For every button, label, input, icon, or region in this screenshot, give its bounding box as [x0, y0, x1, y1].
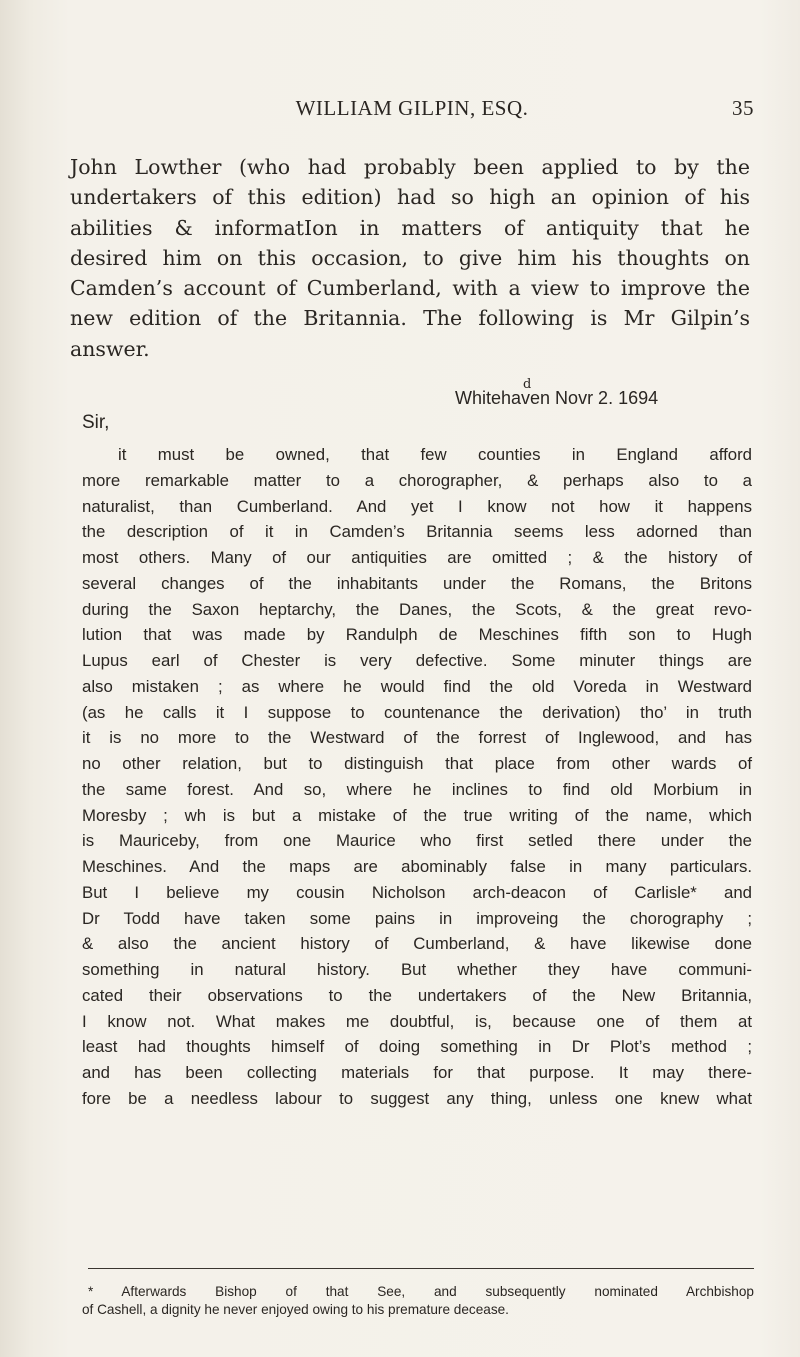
- letter-line: I know not. What makes me doubtful, is, because one of them at: [82, 1011, 752, 1031]
- letter-line: (as he calls it I suppose to countenance the derivation) tho’ in truth: [82, 702, 752, 722]
- letter-line: Moresby ; wh is but a mistake of the true writing of the name, which: [82, 805, 752, 825]
- page-number: 35: [732, 96, 754, 120]
- footnote: [82, 1283, 754, 1319]
- letter-line: also mistaken ; as where he would find the old Voreda in Westward: [82, 676, 752, 696]
- letter-line: & also the ancient history of Cumberland, & have likewise done: [82, 934, 752, 954]
- footnote-line: * Afterwards Bishop of that See, and subsequently nominated Archbishop: [88, 1284, 754, 1299]
- letter-line: lution that was made by Randulph de Meschines fifth son to Hugh: [82, 625, 752, 645]
- letter-body: [82, 442, 752, 1112]
- letter-line: and has been collecting materials for that purpose. It may there-: [82, 1063, 752, 1082]
- footnote-rule: [88, 1268, 754, 1269]
- letter-dateline: Whitehaven Novr 2. 1694: [455, 388, 659, 408]
- letter-line: most others. Many of our antiquities are omitted ; & the history of: [82, 548, 752, 567]
- text-line: answer.: [70, 336, 150, 361]
- text-line: abilities & informatIon in matters of antiquity that he: [70, 215, 750, 240]
- letter-line: is Mauriceby, from one Maurice who first setled there under the: [82, 831, 752, 851]
- date-superscript: d: [523, 377, 532, 392]
- letter-line: naturalist, than Cumberland. And yet I know not how it happens: [82, 496, 752, 516]
- letter-line: But I believe my cousin Nicholson arch-deacon of Carlisle* and: [82, 882, 752, 902]
- letter-line: something in natural history. But whether they have communi-: [82, 960, 752, 979]
- letter-salutation: Sir,: [82, 412, 110, 433]
- text-line: new edition of the Britannia. The following is Mr Gilpin’s: [70, 306, 750, 331]
- letter-line: fore be a needless labour to suggest any thing, unless one knew what: [82, 1088, 752, 1108]
- letter-line: Dr Todd have taken some pains in improveing the chorography ;: [82, 908, 752, 928]
- letter-line: no other relation, but to distinguish that place from other wards of: [82, 754, 752, 773]
- letter-line: it must be owned, that few counties in England afford: [118, 445, 752, 464]
- letter-line: Meschines. And the maps are abominably false in many particulars.: [82, 857, 752, 876]
- letter-line: more remarkable matter to a chorographer, & perhaps also to a: [82, 470, 752, 490]
- letter-line: during the Saxon heptarchy, the Danes, the Scots, & the great revo-: [82, 599, 752, 619]
- letter-line: least had thoughts himself of doing something in Dr Plot’s method ;: [82, 1037, 752, 1057]
- text-line: Camden’s account of Cumberland, with a view to improve the: [70, 276, 750, 301]
- intro-paragraph: [70, 152, 750, 364]
- text-line: undertakers of this edition) had so high an opinion of his: [70, 185, 750, 210]
- letter-line: Lupus earl of Chester is very defective. Some minuter things are: [82, 651, 752, 670]
- letter-line: it is no more to the Westward of the forrest of Inglewood, and has: [82, 728, 752, 748]
- running-head: WILLIAM GILPIN, ESQ.: [295, 96, 529, 120]
- page-header: [70, 96, 754, 136]
- footnote-line: of Cashell, a dignity he never enjoyed owing to his premature decease.: [82, 1302, 509, 1317]
- letter-line: the description of it in Camden’s Britannia seems less adorned than: [82, 522, 752, 542]
- letter-line: several changes of the inhabitants under the Romans, the Britons: [82, 573, 752, 593]
- letter-line: cated their observations to the undertakers of the New Britannia,: [82, 985, 752, 1005]
- letter-line: the same forest. And so, where he inclines to find old Morbium in: [82, 779, 752, 799]
- text-line: John Lowther (who had probably been applied to by the: [70, 155, 750, 179]
- text-line: desired him on this occasion, to give him his thoughts on: [70, 245, 750, 270]
